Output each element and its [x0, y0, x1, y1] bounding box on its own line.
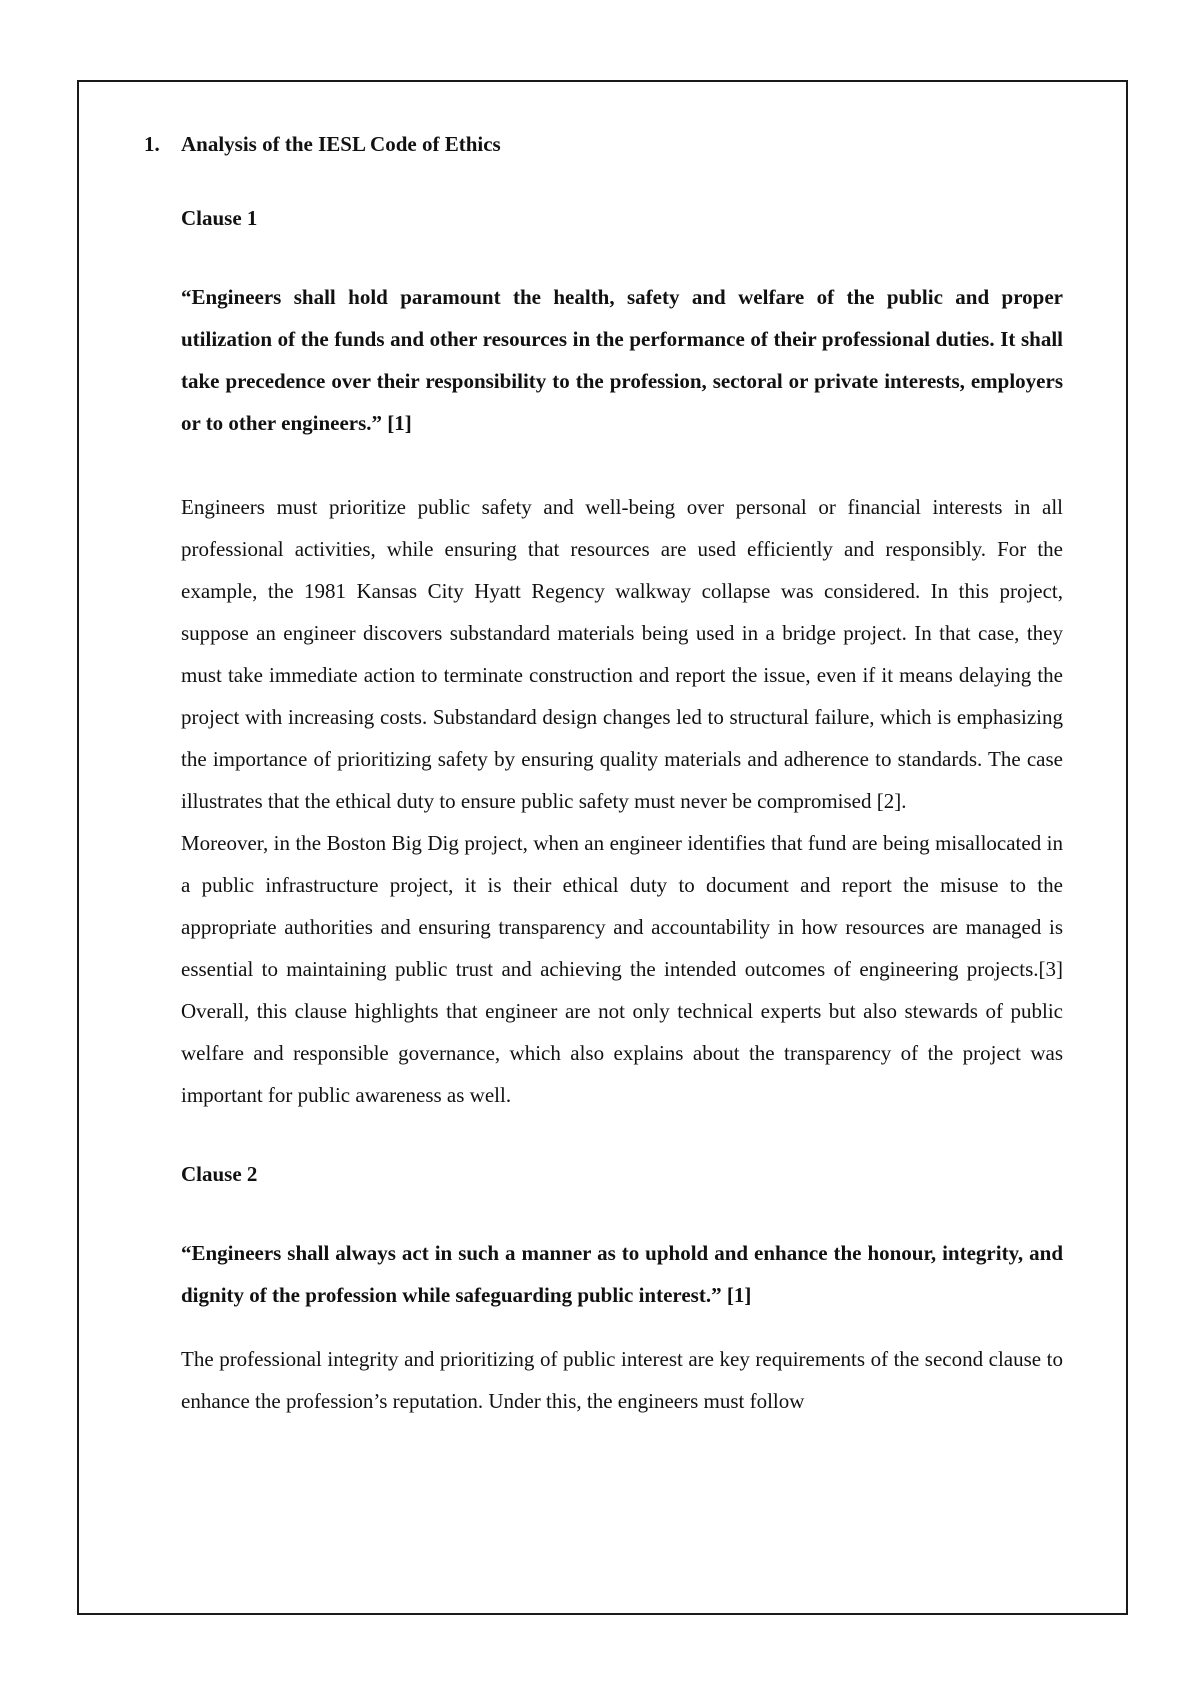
clause-2-paragraph-1: The professional integrity and prioritizing of public interest are key requirements of the second clause to enhance the profession’s reputation. Under this, the engineers must follow	[181, 1347, 1063, 1413]
document-body	[144, 128, 1063, 1422]
section-heading	[144, 128, 1063, 160]
section-number: 1.	[144, 132, 160, 156]
clause-2-quote: “Engineers shall always act in such a manner as to uphold and enhance the honour, integrity, and dignity of the profession while safeguarding public interest.” [1]	[181, 1241, 1063, 1307]
clause-1-heading: Clause 1	[181, 206, 258, 230]
clause-1-paragraph-2: Moreover, in the Boston Big Dig project, when an engineer identifies that fund are being misallocated in a public infrastructure project, it is their ethical duty to document and report the misuse to the appropriate authorities and ensuring transparency and accountability in how resources are managed is essential to maintaining public trust and achieving the intended outcomes of engineering projects.[3] Overall, this clause highlights that engineer are not only technical experts but also stewards of public welfare and responsible governance, which also explains about the transparency of the project was important for public awareness as well.	[181, 831, 1063, 1107]
clause-2-heading: Clause 2	[181, 1162, 258, 1186]
clause-1-paragraph-1: Engineers must prioritize public safety and well-being over personal or financial interests in all professional activities, while ensuring that resources are used efficiently and responsibly. For the example, the 1981 Kansas City Hyatt Regency walkway collapse was considered. In this project, suppose an engineer discovers substandard materials being used in a bridge project. In that case, they must take immediate action to terminate construction and report the issue, even if it means delaying the project with increasing costs. Substandard design changes led to structural failure, which is emphasizing the importance of prioritizing safety by ensuring quality materials and adherence to standards. The case illustrates that the ethical duty to ensure public safety must never be compromised [2].	[181, 495, 1063, 813]
clause-1-quote: “Engineers shall hold paramount the health, safety and welfare of the public and proper utilization of the funds and other resources in the performance of their professional duties. It shall take precedence over their responsibility to the profession, sectoral or private interests, employers or to other engineers.” [1]	[181, 285, 1063, 435]
section-title: Analysis of the IESL Code of Ethics	[181, 132, 501, 156]
